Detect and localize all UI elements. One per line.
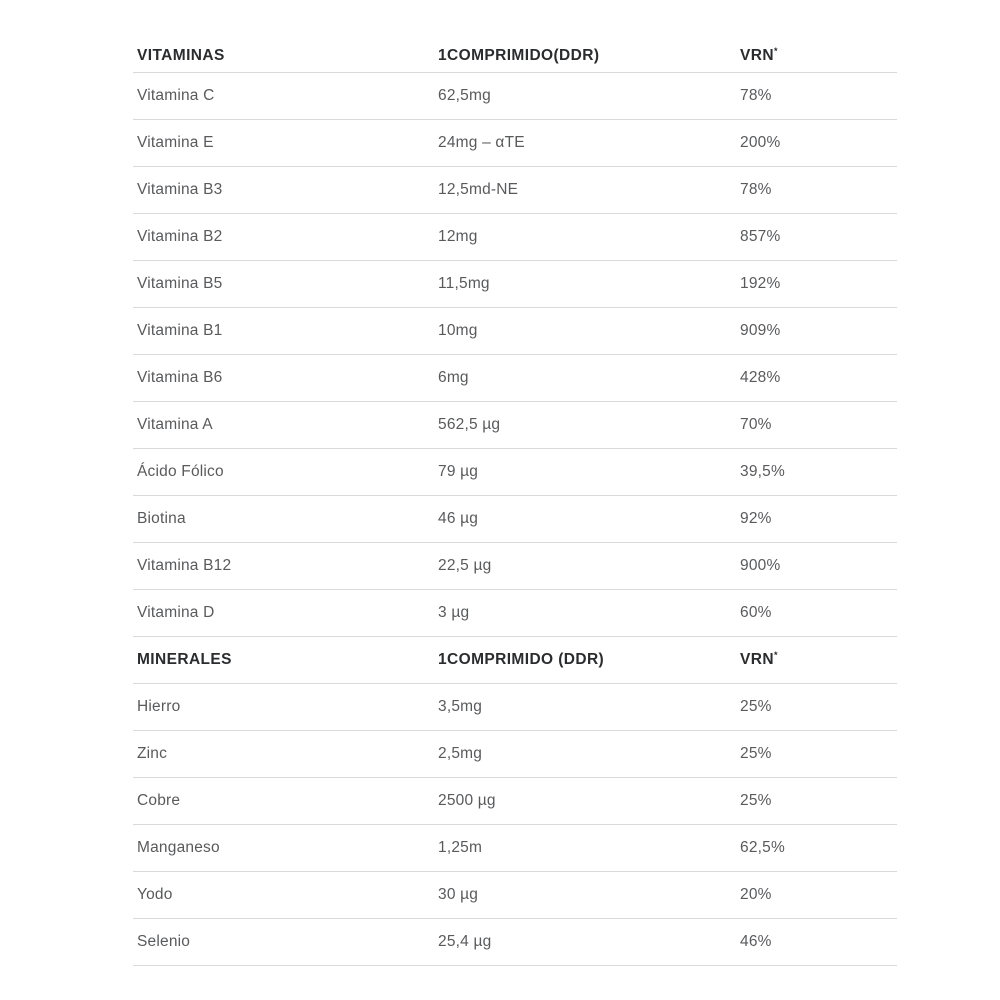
nutrient-vrn: 428% [740,369,781,387]
section-title: MINERALES [137,651,232,669]
vrn-column-header: VRN* [740,650,778,669]
table-row [133,73,897,120]
nutrient-amount: 10mg [438,322,478,340]
table-row [133,496,897,543]
nutrient-amount: 22,5 µg [438,557,492,575]
nutrient-name: Vitamina B2 [137,228,223,246]
nutrient-vrn: 60% [740,604,772,622]
nutrient-amount: 3 µg [438,604,470,622]
nutrient-vrn: 92% [740,510,772,528]
nutrient-name: Hierro [137,698,181,716]
table-row [133,355,897,402]
nutrient-amount: 12mg [438,228,478,246]
table-row [133,684,897,731]
nutrient-amount: 2,5mg [438,745,483,763]
nutrient-name: Vitamina B1 [137,322,223,340]
nutrient-name: Vitamina A [137,416,213,434]
table-row [133,261,897,308]
nutrient-amount: 30 µg [438,886,479,904]
table-row [133,731,897,778]
nutrient-name: Zinc [137,745,168,763]
nutrient-amount: 3,5mg [438,698,483,716]
nutrient-name: Vitamina E [137,134,214,152]
section-header-row [133,637,897,684]
table-row [133,120,897,167]
nutrient-vrn: 25% [740,792,772,810]
nutrient-name: Vitamina C [137,87,215,105]
nutrient-vrn: 857% [740,228,781,246]
nutrient-vrn: 192% [740,275,781,293]
table-row [133,872,897,919]
table-row [133,778,897,825]
table-row [133,402,897,449]
nutrient-name: Vitamina D [137,604,215,622]
nutrient-amount: 24mg – αTE [438,134,525,152]
nutrient-amount: 46 µg [438,510,479,528]
nutrient-vrn: 46% [740,933,772,951]
table-row [133,214,897,261]
nutrient-name: Vitamina B5 [137,275,223,293]
nutrient-vrn: 70% [740,416,772,434]
nutrient-vrn: 25% [740,698,772,716]
nutrient-amount: 79 µg [438,463,479,481]
nutrient-name: Biotina [137,510,186,528]
nutrient-name: Selenio [137,933,191,951]
nutrient-amount: 12,5md-NE [438,181,519,199]
nutrient-amount: 1,25m [438,839,483,857]
nutrient-vrn: 200% [740,134,781,152]
nutrient-name: Manganeso [137,839,220,857]
dose-column-header: 1COMPRIMIDO (DDR) [438,651,605,669]
nutrient-vrn: 909% [740,322,781,340]
section-header-row [133,40,897,73]
table-row [133,308,897,355]
table-row [133,590,897,637]
nutrient-name: Vitamina B6 [137,369,223,387]
dose-column-header: 1COMPRIMIDO(DDR) [438,47,600,65]
nutrient-amount: 6mg [438,369,469,387]
nutrient-name: Vitamina B12 [137,557,232,575]
table-row [133,167,897,214]
nutrient-vrn: 20% [740,886,772,904]
nutrient-name: Vitamina B3 [137,181,223,199]
nutrient-vrn: 39,5% [740,463,785,481]
vrn-footnote-mark: * [773,46,778,57]
nutrient-name: Ácido Fólico [137,463,224,481]
nutrient-amount: 25,4 µg [438,933,492,951]
nutrient-vrn: 62,5% [740,839,785,857]
nutrient-name: Cobre [137,792,181,810]
section-title: VITAMINAS [137,47,225,65]
nutrient-amount: 11,5mg [438,275,490,293]
table-row [133,825,897,872]
table-row [133,449,897,496]
nutrient-amount: 562,5 µg [438,416,501,434]
table-row [133,543,897,590]
nutrient-vrn: 900% [740,557,781,575]
nutrient-amount: 2500 µg [438,792,496,810]
nutrient-vrn: 78% [740,181,772,199]
vrn-column-header: VRN* [740,46,778,65]
vrn-footnote-mark: * [773,650,778,661]
table-row [133,919,897,966]
nutrient-vrn: 78% [740,87,772,105]
nutrition-table [133,40,897,966]
nutrient-amount: 62,5mg [438,87,491,105]
nutrient-name: Yodo [137,886,173,904]
nutrient-vrn: 25% [740,745,772,763]
